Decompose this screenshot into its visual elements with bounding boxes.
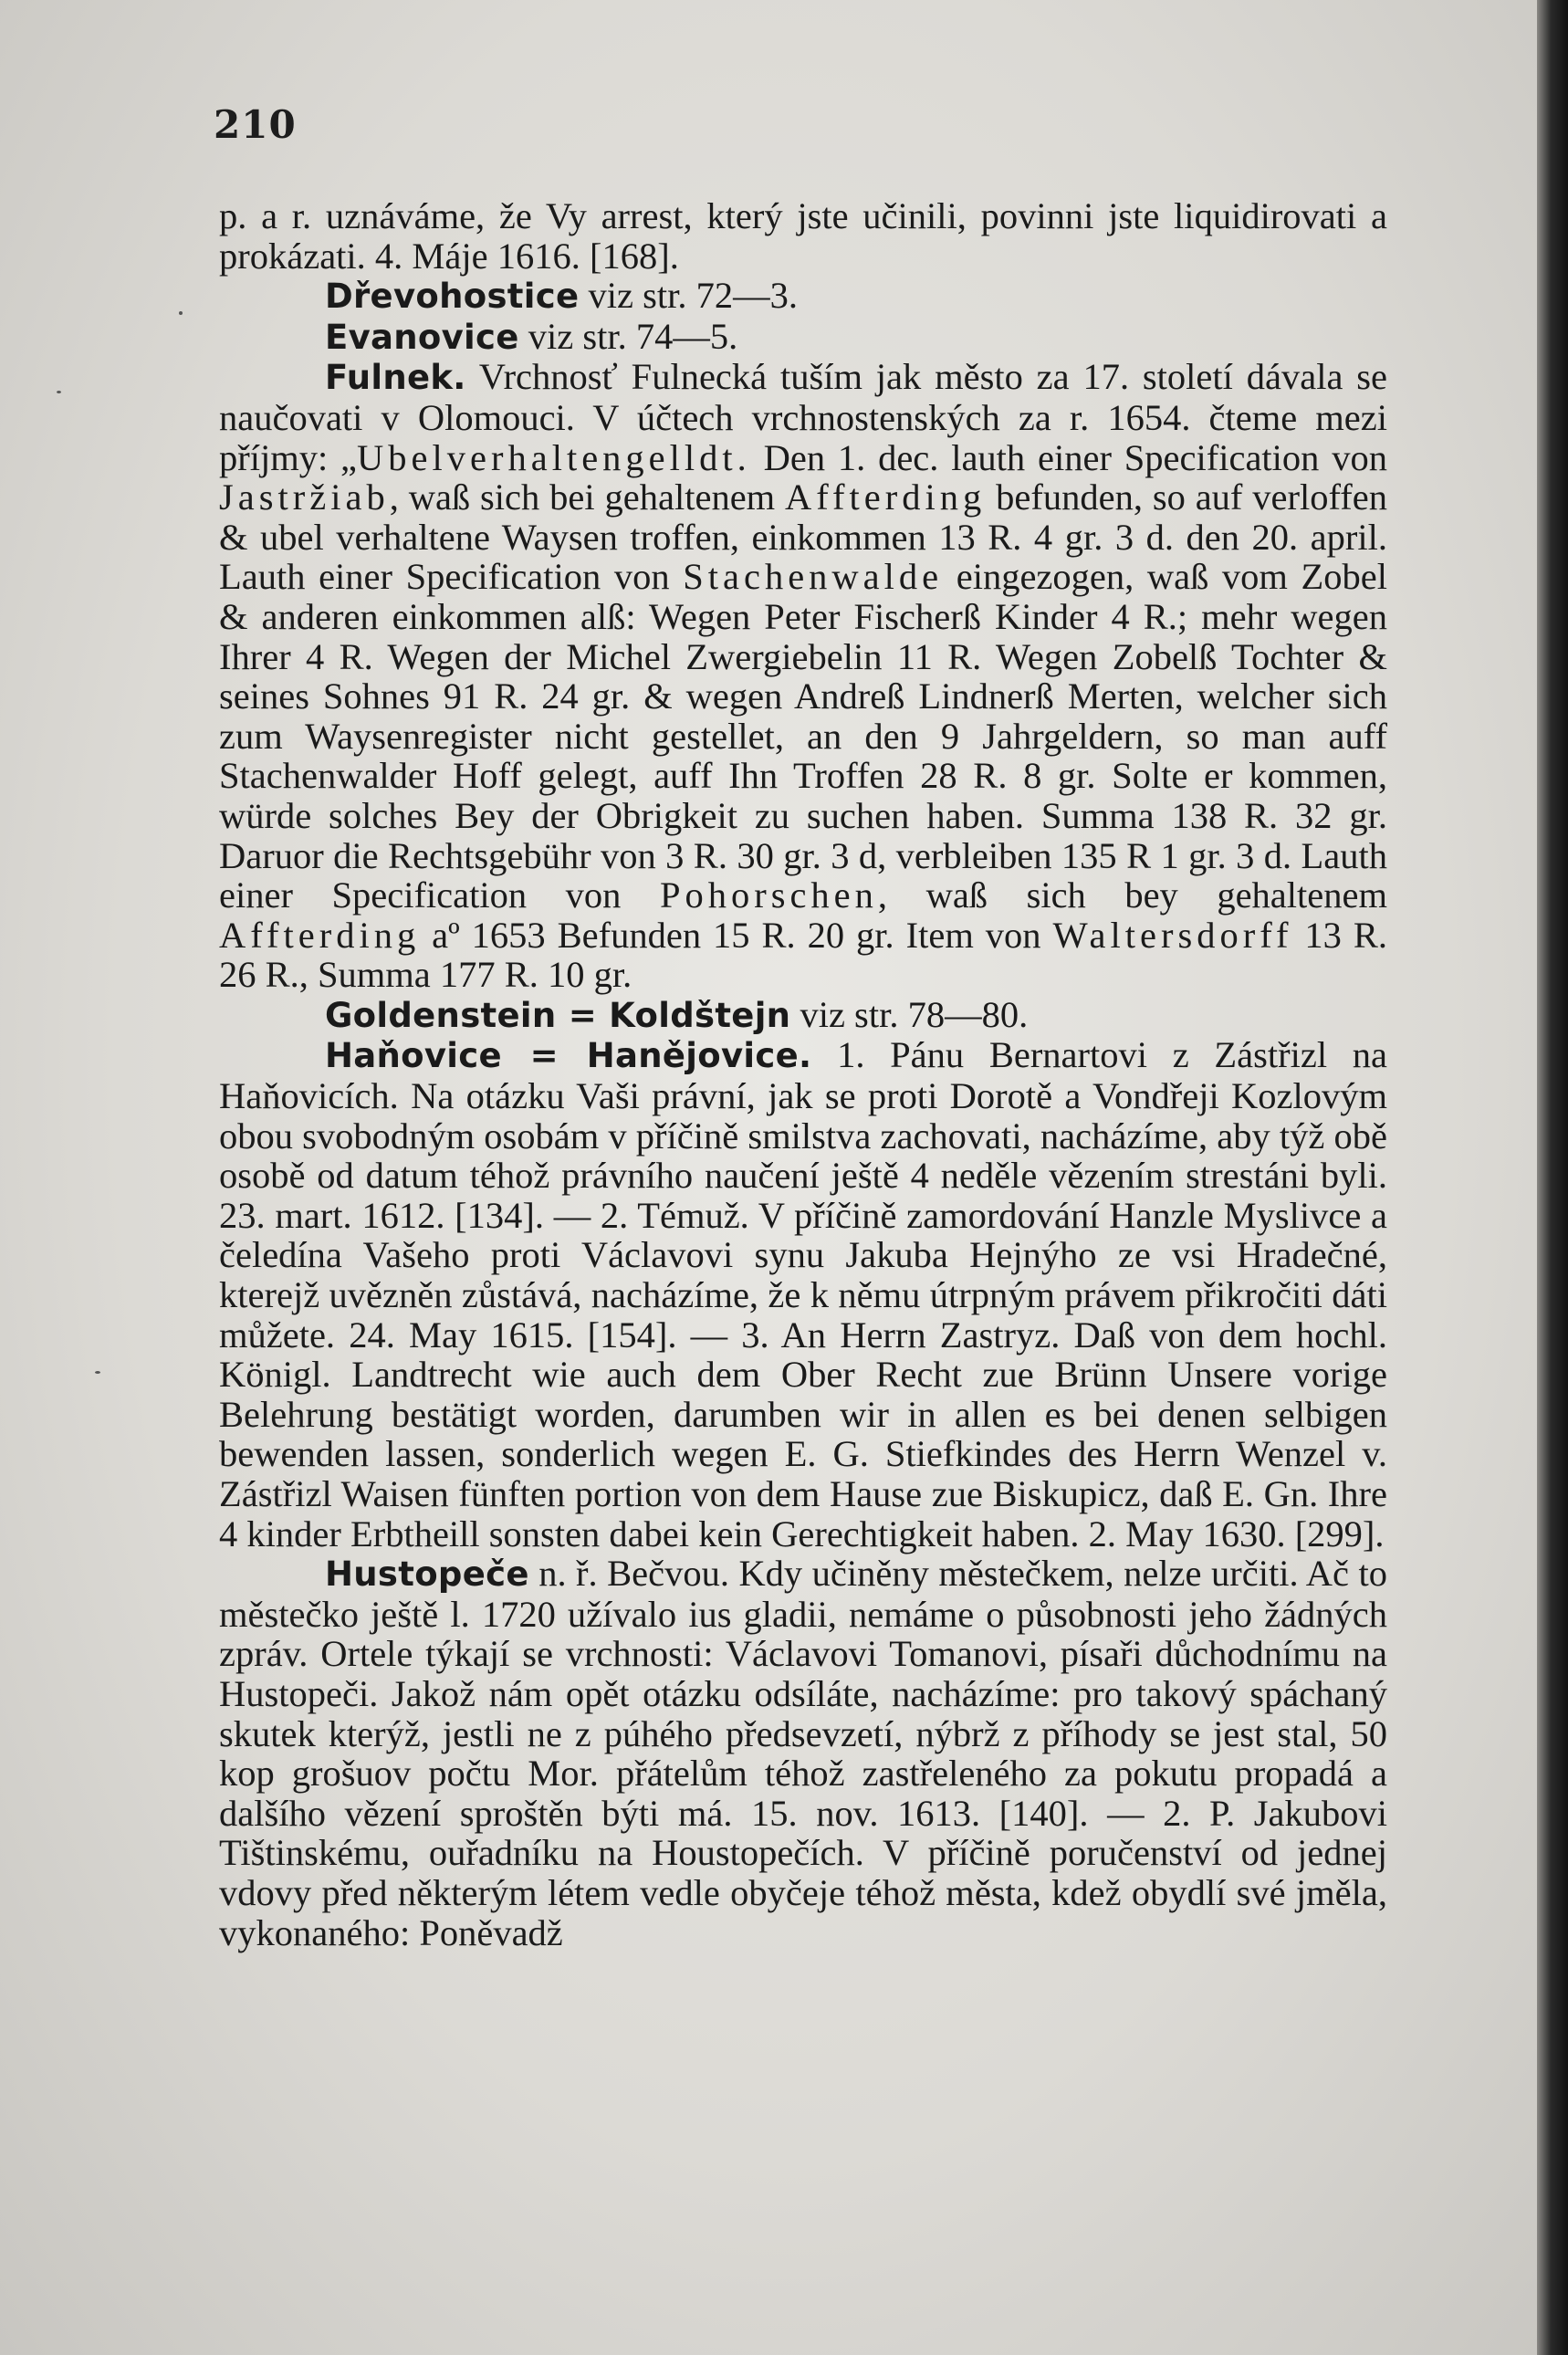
- entry-heading: Haňovice = Hanějovice.: [325, 1036, 812, 1076]
- book-edge-shadow: [1537, 0, 1568, 2355]
- entry-hanovice: [219, 1035, 1387, 1554]
- spaced-term: Stachenwalde: [683, 556, 944, 598]
- paragraph-continuation: p. a r. uznáváme, že Vy arrest, který jste učinili, povinni jste liquidirovati a prokázati. 4. Máje 1616. [168].: [219, 195, 1387, 277]
- body-text: [219, 196, 1387, 1952]
- entry-text: viz str. 74—5.: [518, 315, 738, 357]
- entry-text: Den 1. dec. lauth einer Specification von: [750, 436, 1387, 478]
- entry-text: aº 1653 Befunden 15 R. 20 gr. Item von: [420, 914, 1053, 956]
- dust-speck: [57, 391, 61, 393]
- entry-heading: Evanovice: [325, 317, 519, 357]
- entry-heading: Fulnek.: [325, 358, 466, 398]
- spaced-term: Affterding: [785, 476, 987, 518]
- entry-heading: Goldenstein = Koldštejn: [325, 995, 791, 1035]
- dust-speck: [95, 1371, 100, 1374]
- entry-goldenstein: [219, 995, 1387, 1036]
- entry-text: befunden, so auf verloffen & ubel verhaltene Waysen troffen, einkommen 13 R. 4 gr. 3 d. den 20. april. Lauth einer Specification von: [219, 476, 1387, 598]
- entry-text: viz str. 72—3.: [579, 275, 798, 317]
- entry-heading: Hustopeče: [325, 1554, 529, 1595]
- entry-text: viz str. 78—80.: [790, 993, 1029, 1035]
- entry-fulnek: [219, 357, 1387, 995]
- entry-hustopece: [219, 1554, 1387, 1952]
- spaced-term: Affterding: [219, 914, 421, 956]
- dust-speck: [179, 311, 183, 315]
- entry-evanovice: [219, 317, 1387, 358]
- entry-text: eingezogen, waß vom Zobel & anderen einkommen alß: Wegen Peter Fischerß Kinder 4 R.; mehr wegen Ihrer 4 R. Wegen der Michel Zwergiebelin 11 R. Wegen Zobelß Tochter & seines Sohnes 91 R. 24 gr. & wegen Andreß Lindnerß Merten, welcher sich zum Waysenregister nicht gestellet, an den 9 Jahrgeldern, so man auff Stachenwalder Hoff gelegt, auff Ihn Troffen 28 R. 8 gr. Solte er kommen, würde solches Bey der Obrigkeit zu suchen haben. Summa 138 R. 32 gr. Daruor die Rechtsgebühr von 3 R. 30 gr. 3 d, verbleiben 135 R 1 gr. 3 d. Lauth einer Specification von: [219, 556, 1387, 916]
- entry-text: 1. Pánu Bernartovi z Zástřizl na Haňovicích. Na otázku Vaši právní, jak se proti Dorotě a Vondřeji Kozlovým obou svobodným osobám v příčině smilstva zachovati, nacházíme, aby týž obě osobě od datum téhož právního naučení ještě 4 neděle vězením strestáni byli. 23. mart. 1612. [134]. — 2. Témuž. V příčině zamordování Hanzle Myslivce a čeledína Vašeho proti Václavovi synu Jakuba Hejnýho ze vsi Hradečné, kterejž uvězněn zůstává, nacházíme, že k němu útrpným právem přikročiti dáti můžete. 24. May 1615. [154]. — 3. An Herrn Zastryz. Daß von dem hochl. Königl. Landtrecht wie auch dem Ober Recht zue Brünn Unsere vorige Belehrung bestätigt worden, darumben wir in allen es bei denen selbigen bewenden lassen, sonderlich wegen E. G. Stiefkindes des Herrn Wenzel v. Zástřizl Waisen fünften portion von dem Hause zue Biskupicz, daß E. Gn. Ihre 4 kinder Erbtheill sonsten dabei kein Gerechtigkeit haben. 2. May 1630. [299].: [219, 1034, 1387, 1554]
- spaced-term: Waltersdorff: [1052, 914, 1293, 956]
- entry-text: 13 R. 26 R., Summa 177 R. 10 gr.: [219, 914, 1388, 996]
- entry-text: Vrchnosť Fulnecká tuším jak město za 17. století dávala se naučovati v Olomouci. V účtech vrchnostenských za r. 1654. čteme mezi příjmy: „: [219, 356, 1387, 478]
- spaced-term: Ubelverhaltengelldt.: [357, 436, 751, 478]
- entry-text: , waß sich bey gehaltenem: [877, 874, 1387, 916]
- entry-drevohostice: [219, 276, 1387, 317]
- entry-heading: Dřevohostice: [325, 277, 580, 317]
- page-number: 210: [214, 102, 297, 147]
- entry-text: , waß sich bei gehaltenem: [389, 476, 786, 518]
- spaced-term: Jastržiab: [219, 476, 390, 518]
- spaced-term: Pohorschen: [659, 874, 878, 916]
- entry-text: n. ř. Bečvou. Kdy učiněny městečkem, nelze určiti. Ač to městečko ještě l. 1720 užívalo ius gladii, nemáme o působnosti jeho žádných zpráv. Ortele týkají se vrchnosti: Václavovi Tomanovi, písaři důchodnímu na Hustopeči. Jakož nám opět otázku odsíláte, nacházíme: pro takový spáchaný skutek kterýž, jestli ne z púhého předsevzetí, nýbrž z příhody se jest stal, 50 kop grošuov počtu Mor. přátelům téhož zastřeleného za pokutu propadá a dalšího vězení sproštěn býti má. 15. nov. 1613. [140]. — 2. P. Jakubovi Tištinskému, ouřadníku na Houstopečích. V příčině poručenství od jednej vdovy před některým létem vedle obyčeje téhož města, kdež obydlí své jměla, vykonaného: Poněvadž: [219, 1553, 1387, 1953]
